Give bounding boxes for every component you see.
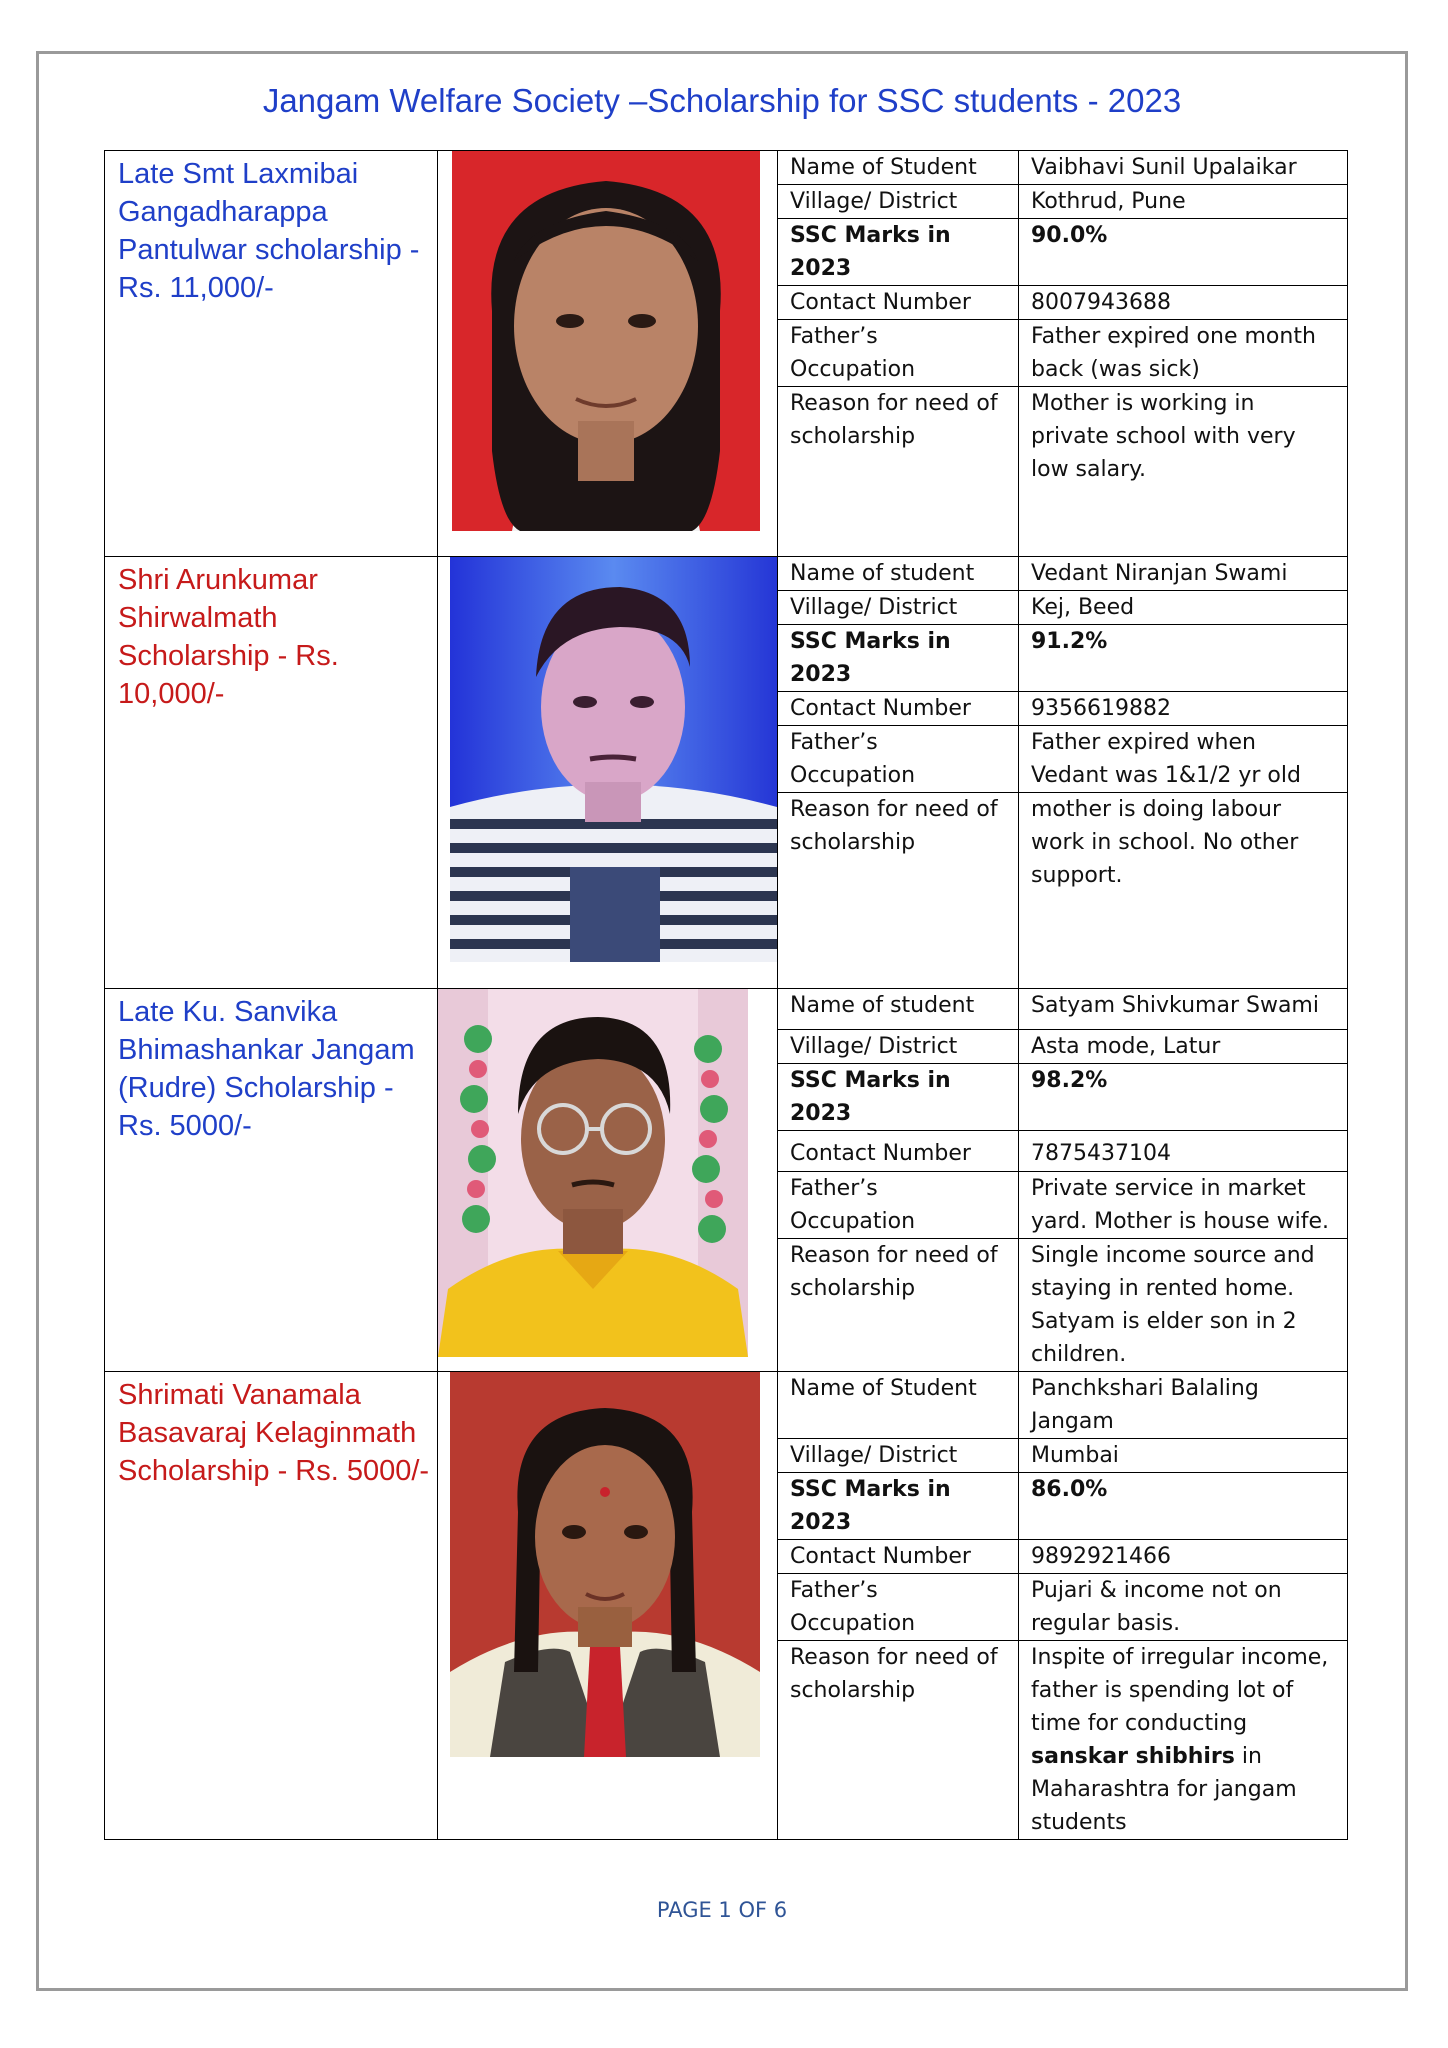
detail-label: Father’s Occupation bbox=[778, 1171, 1019, 1238]
detail-row bbox=[778, 151, 1347, 185]
student-details bbox=[778, 989, 1347, 1371]
detail-row bbox=[778, 1029, 1347, 1063]
detail-row bbox=[778, 1640, 1347, 1839]
detail-label: Village/ District bbox=[778, 185, 1019, 219]
student-name: Panchkshari Balaling Jangam bbox=[1019, 1372, 1348, 1439]
detail-label: Name of student bbox=[778, 557, 1019, 591]
student-photo bbox=[438, 989, 777, 1357]
detail-row bbox=[778, 1438, 1347, 1472]
detail-row bbox=[778, 1130, 1347, 1171]
detail-row bbox=[778, 624, 1347, 691]
detail-label: Contact Number bbox=[778, 286, 1019, 320]
detail-row bbox=[778, 989, 1347, 1029]
detail-label: Reason for need of scholarship bbox=[778, 1640, 1019, 1839]
detail-row bbox=[778, 1063, 1347, 1130]
detail-label: Contact Number bbox=[778, 691, 1019, 725]
scholarship-name: Shrimati Vanamala Basavaraj Kelaginmath Scholarship - Rs. 5000/- bbox=[118, 1378, 430, 1487]
detail-label: Reason for need of scholarship bbox=[778, 792, 1019, 988]
contact-number: 7875437104 bbox=[1019, 1130, 1348, 1171]
scholarship-entry bbox=[105, 1371, 1348, 1839]
ssc-marks: 90.0% bbox=[1019, 219, 1348, 286]
father-occupation: Private service in market yard. Mother is house wife. bbox=[1019, 1171, 1348, 1238]
detail-row bbox=[778, 1573, 1347, 1640]
detail-label: Reason for need of scholarship bbox=[778, 1238, 1019, 1371]
scholarship-table bbox=[104, 150, 1348, 1840]
detail-label: Name of Student bbox=[778, 151, 1019, 185]
detail-row bbox=[778, 725, 1347, 792]
detail-label: SSC Marks in 2023 bbox=[778, 624, 1019, 691]
student-name: Satyam Shivkumar Swami bbox=[1019, 989, 1348, 1029]
page-footer: PAGE 1 OF 6 bbox=[656, 1898, 788, 1922]
detail-row bbox=[778, 286, 1347, 320]
scholarship-name: Shri Arunkumar Shirwalmath Scholarship - Rs. 10,000/- bbox=[118, 563, 339, 710]
detail-label: Village/ District bbox=[778, 1029, 1019, 1063]
page-title: Jangam Welfare Society –Scholarship for SSC students - 2023 bbox=[262, 82, 1182, 119]
father-occupation: Pujari & income not on regular basis. bbox=[1019, 1573, 1348, 1640]
detail-row bbox=[778, 185, 1347, 219]
detail-label: Father’s Occupation bbox=[778, 1573, 1019, 1640]
scholarship-name: Late Ku. Sanvika Bhimashankar Jangam (Rudre) Scholarship - Rs. 5000/- bbox=[118, 996, 415, 1142]
student-photo bbox=[438, 1372, 777, 1757]
student-photo bbox=[438, 557, 777, 962]
detail-label: Father’s Occupation bbox=[778, 320, 1019, 387]
detail-row bbox=[778, 320, 1347, 387]
detail-row bbox=[778, 387, 1347, 556]
student-photo bbox=[438, 151, 777, 531]
reason-for-need: Single income source and staying in rented home. Satyam is elder son in 2 children. bbox=[1031, 1242, 1315, 1367]
student-name: Vaibhavi Sunil Upalaikar bbox=[1019, 151, 1348, 185]
detail-row bbox=[778, 1472, 1347, 1539]
detail-label: Reason for need of scholarship bbox=[778, 387, 1019, 556]
student-details bbox=[778, 557, 1347, 989]
detail-row bbox=[778, 590, 1347, 624]
detail-label: SSC Marks in 2023 bbox=[778, 1063, 1019, 1130]
ssc-marks: 98.2% bbox=[1019, 1063, 1348, 1130]
detail-label: SSC Marks in 2023 bbox=[778, 219, 1019, 286]
contact-number: 9356619882 bbox=[1019, 691, 1348, 725]
contact-number: 8007943688 bbox=[1019, 286, 1348, 320]
father-occupation: Father expired when Vedant was 1&1/2 yr old bbox=[1019, 725, 1348, 792]
reason-for-need: mother is doing labour work in school. No other support. bbox=[1031, 796, 1299, 888]
detail-row bbox=[778, 792, 1347, 988]
contact-number: 9892921466 bbox=[1019, 1539, 1348, 1573]
scholarship-entry bbox=[105, 151, 1348, 557]
reason-for-need: Inspite of irregular income, father is spending lot of time for conducting sanskar shibhirs in Maharashtra for jangam students bbox=[1031, 1644, 1329, 1835]
reason-for-need: Mother is working in private school with very low salary. bbox=[1031, 391, 1296, 482]
student-details bbox=[778, 151, 1347, 556]
village-district: Kothrud, Pune bbox=[1019, 185, 1348, 219]
detail-label: Name of student bbox=[778, 989, 1019, 1029]
detail-label: Father’s Occupation bbox=[778, 725, 1019, 792]
student-name: Vedant Niranjan Swami bbox=[1019, 557, 1348, 591]
ssc-marks: 91.2% bbox=[1019, 624, 1348, 691]
detail-row bbox=[778, 557, 1347, 591]
father-occupation: Father expired one month back (was sick) bbox=[1019, 320, 1348, 387]
village-district: Kej, Beed bbox=[1019, 590, 1348, 624]
detail-label: SSC Marks in 2023 bbox=[778, 1472, 1019, 1539]
scholarship-entry bbox=[105, 989, 1348, 1372]
scholarship-entry bbox=[105, 556, 1348, 989]
student-details bbox=[778, 1372, 1347, 1839]
detail-label: Contact Number bbox=[778, 1539, 1019, 1573]
detail-row bbox=[778, 691, 1347, 725]
ssc-marks: 86.0% bbox=[1019, 1472, 1348, 1539]
detail-row bbox=[778, 219, 1347, 286]
detail-row bbox=[778, 1238, 1347, 1371]
scholarship-name: Late Smt Laxmibai Gangadharappa Pantulwar scholarship - Rs. 11,000/- bbox=[118, 158, 420, 304]
detail-row bbox=[778, 1372, 1347, 1439]
detail-label: Name of Student bbox=[778, 1372, 1019, 1439]
detail-row bbox=[778, 1171, 1347, 1238]
detail-label: Contact Number bbox=[778, 1130, 1019, 1171]
village-district: Asta mode, Latur bbox=[1019, 1029, 1348, 1063]
detail-label: Village/ District bbox=[778, 590, 1019, 624]
village-district: Mumbai bbox=[1019, 1438, 1348, 1472]
detail-label: Village/ District bbox=[778, 1438, 1019, 1472]
detail-row bbox=[778, 1539, 1347, 1573]
